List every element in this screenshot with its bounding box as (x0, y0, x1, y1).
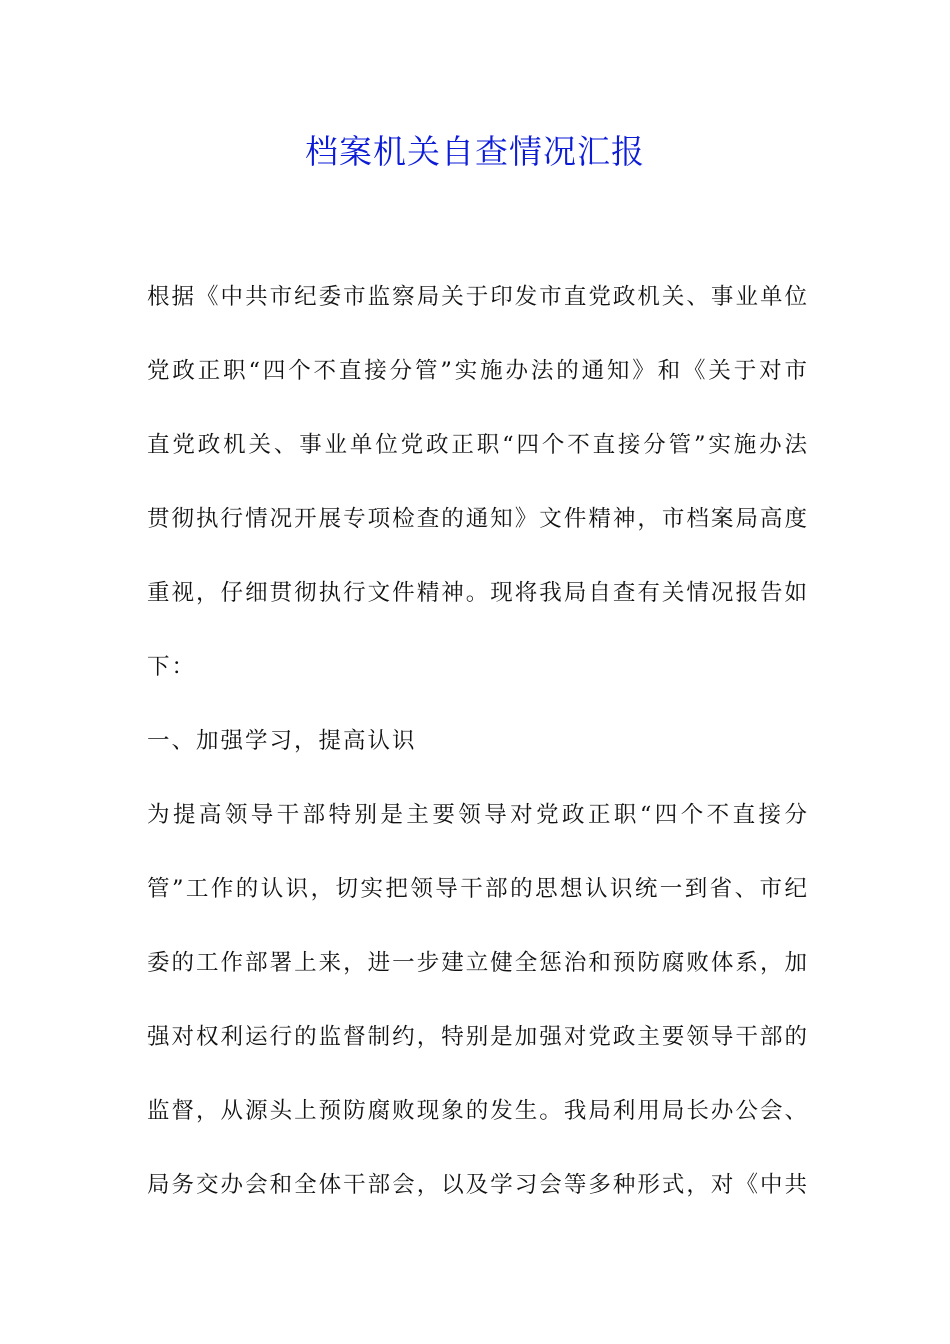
body-line: 监督，从源头上预防腐败现象的发生。我局利用局长办公会、 (147, 1098, 807, 1124)
body-line: 为提高领导干部特别是主要领导对党政正职“四个不直接分 (147, 802, 807, 828)
body-line: 根据《中共市纪委市监察局关于印发市直党政机关、事业单位 (147, 284, 807, 310)
body-line: 党政正职“四个不直接分管”实施办法的通知》和《关于对市 (147, 358, 807, 384)
document-body (147, 260, 807, 1222)
body-line: 重视，仔细贯彻执行文件精神。现将我局自查有关情况报告如 (147, 580, 807, 606)
body-line: 下： (147, 654, 197, 680)
body-line: 强对权利运行的监督制约，特别是加强对党政主要领导干部的 (147, 1024, 807, 1050)
body-line: 委的工作部署上来，进一步建立健全惩治和预防腐败体系，加 (147, 950, 807, 976)
body-line: 直党政机关、事业单位党政正职“四个不直接分管”实施办法 (147, 432, 807, 458)
body-line: 局务交办会和全体干部会，以及学习会等多种形式，对《中共 (147, 1172, 807, 1198)
document-title: 档案机关自查情况汇报 (305, 132, 645, 171)
section-heading: 一、加强学习，提高认识 (147, 728, 417, 754)
body-line: 贯彻执行情况开展专项检查的通知》文件精神，市档案局高度 (147, 506, 807, 532)
body-line: 管”工作的认识，切实把领导干部的思想认识统一到省、市纪 (147, 876, 807, 902)
